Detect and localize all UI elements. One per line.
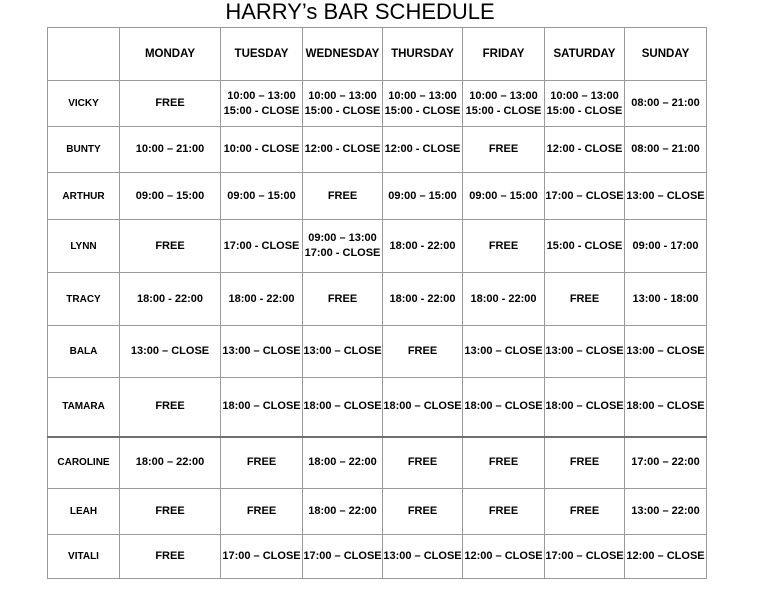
employee-name: ARTHUR bbox=[48, 173, 120, 220]
page-title: HARRY’s BAR SCHEDULE bbox=[225, 0, 495, 24]
shift-text: 09:00 – 13:00 bbox=[308, 232, 377, 244]
shift-cell bbox=[625, 273, 707, 326]
shift-cell bbox=[383, 437, 463, 489]
shift-text: FREE bbox=[407, 456, 438, 469]
shift-text: 10:00 – 13:00 bbox=[388, 89, 457, 102]
shift-text: 12:00 – CLOSE bbox=[464, 550, 543, 562]
shift-text: 18:00 – CLOSE bbox=[545, 400, 624, 413]
shift-text: 17:00 – CLOSE bbox=[303, 550, 382, 562]
shift-text: FREE bbox=[407, 345, 438, 357]
shift-cell bbox=[120, 535, 221, 579]
shift-cell bbox=[303, 127, 383, 173]
shift-cell bbox=[625, 173, 707, 220]
shift-cell bbox=[221, 81, 303, 127]
shift-cell bbox=[120, 489, 221, 535]
shift-text: 17:00 – CLOSE bbox=[545, 550, 624, 562]
shift-cell bbox=[545, 489, 625, 535]
employee-name: TAMARA bbox=[48, 378, 120, 437]
day-header-tuesday: TUESDAY bbox=[221, 28, 303, 81]
table-row bbox=[48, 220, 707, 273]
shift-cell bbox=[303, 437, 383, 489]
shift-cell bbox=[303, 81, 383, 127]
shift-text: 18:00 - 22:00 bbox=[389, 292, 456, 305]
shift-text: 18:00 - 22:00 bbox=[389, 239, 456, 252]
day-header-monday: MONDAY bbox=[120, 28, 221, 81]
shift-cell bbox=[120, 437, 221, 489]
shift-text: FREE bbox=[327, 189, 358, 202]
shift-text: 12:00 – CLOSE bbox=[626, 550, 705, 562]
shift-text: 13:00 – CLOSE bbox=[222, 345, 301, 357]
table-row bbox=[48, 127, 707, 173]
shift-text: 13:00 – CLOSE bbox=[303, 345, 382, 357]
shift-cell bbox=[625, 81, 707, 127]
shift-text: 10:00 – 13:00 bbox=[550, 89, 619, 102]
shift-cell bbox=[625, 378, 707, 437]
employee-name: VITALI bbox=[48, 535, 120, 579]
shift-cell bbox=[383, 378, 463, 437]
shift-cell bbox=[383, 81, 463, 127]
shift-text: FREE bbox=[155, 550, 185, 562]
shift-cell bbox=[303, 173, 383, 220]
shift-cell bbox=[545, 173, 625, 220]
shift-cell bbox=[383, 326, 463, 378]
shift-text: 12:00 - CLOSE bbox=[546, 143, 623, 155]
shift-text: 18:00 - 22:00 bbox=[470, 292, 537, 305]
shift-cell bbox=[545, 437, 625, 489]
shift-text: FREE bbox=[569, 456, 600, 469]
shift-cell bbox=[120, 81, 221, 127]
shift-text: 10:00 – 13:00 bbox=[469, 89, 538, 102]
employee-name: VICKY bbox=[48, 81, 120, 127]
shift-text: 18:00 – 22:00 bbox=[308, 505, 377, 517]
employee-name: CAROLINE bbox=[48, 437, 120, 489]
day-header-friday: FRIDAY bbox=[463, 28, 545, 81]
shift-text: FREE bbox=[407, 505, 438, 517]
shift-cell bbox=[120, 326, 221, 378]
table-row bbox=[48, 437, 707, 489]
shift-cell bbox=[463, 81, 545, 127]
shift-cell bbox=[383, 489, 463, 535]
shift-cell bbox=[303, 220, 383, 273]
shift-text: 10:00 – 13:00 bbox=[308, 89, 377, 102]
shift-cell bbox=[463, 437, 545, 489]
shift-text: 18:00 – 22:00 bbox=[308, 456, 377, 469]
shift-text: 15:00 - CLOSE bbox=[384, 104, 461, 117]
table-row bbox=[48, 489, 707, 535]
shift-cell bbox=[545, 127, 625, 173]
shift-cell bbox=[545, 81, 625, 127]
shift-cell bbox=[383, 273, 463, 326]
shift-cell bbox=[383, 535, 463, 579]
shift-cell bbox=[625, 127, 707, 173]
shift-text: 12:00 - CLOSE bbox=[384, 143, 461, 155]
shift-text: 13:00 – CLOSE bbox=[383, 550, 462, 562]
shift-text: 09:00 – 15:00 bbox=[469, 189, 538, 202]
shift-text: 09:00 - 17:00 bbox=[632, 239, 699, 252]
shift-text: FREE bbox=[488, 143, 519, 155]
shift-cell bbox=[545, 535, 625, 579]
shift-cell bbox=[463, 378, 545, 437]
shift-cell bbox=[463, 173, 545, 220]
day-header-saturday: SATURDAY bbox=[545, 28, 625, 81]
shift-cell bbox=[221, 173, 303, 220]
shift-text: 08:00 – 21:00 bbox=[631, 97, 700, 109]
table-row bbox=[48, 81, 707, 127]
shift-cell bbox=[545, 273, 625, 326]
employee-name: LYNN bbox=[48, 220, 120, 273]
shift-text: 09:00 – 15:00 bbox=[227, 189, 296, 202]
shift-cell bbox=[625, 535, 707, 579]
shift-cell bbox=[383, 220, 463, 273]
shift-text: FREE bbox=[155, 97, 185, 109]
shift-text: 09:00 – 15:00 bbox=[135, 189, 205, 202]
shift-text: 18:00 - 22:00 bbox=[136, 292, 204, 305]
day-header-sunday: SUNDAY bbox=[625, 28, 707, 81]
shift-text: 17:00 - CLOSE bbox=[223, 239, 300, 252]
header-row bbox=[48, 28, 707, 81]
shift-cell bbox=[221, 127, 303, 173]
shift-cell bbox=[463, 273, 545, 326]
shift-cell bbox=[303, 273, 383, 326]
shift-text: 15:00 - CLOSE bbox=[223, 104, 300, 117]
table-row bbox=[48, 326, 707, 378]
shift-text: 15:00 - CLOSE bbox=[465, 104, 542, 117]
shift-text: 18:00 – CLOSE bbox=[626, 400, 705, 413]
table-row bbox=[48, 535, 707, 579]
employee-name: LEAH bbox=[48, 489, 120, 535]
shift-text: 10:00 - CLOSE bbox=[223, 143, 300, 155]
shift-cell bbox=[303, 489, 383, 535]
table-row bbox=[48, 173, 707, 220]
table-row bbox=[48, 378, 707, 437]
table-row bbox=[48, 273, 707, 326]
shift-text: 18:00 – 22:00 bbox=[135, 456, 205, 469]
shift-cell bbox=[221, 220, 303, 273]
employee-name: BALA bbox=[48, 326, 120, 378]
shift-text: FREE bbox=[488, 239, 519, 252]
shift-cell bbox=[303, 535, 383, 579]
shift-cell bbox=[303, 378, 383, 437]
shift-text: 18:00 – CLOSE bbox=[383, 400, 462, 413]
shift-cell bbox=[120, 378, 221, 437]
shift-text: 15:00 - CLOSE bbox=[546, 104, 623, 117]
shift-text: 13:00 – CLOSE bbox=[130, 345, 210, 357]
shift-text: 09:00 – 15:00 bbox=[388, 189, 457, 202]
shift-text: 17:00 – 22:00 bbox=[631, 456, 700, 469]
shift-cell bbox=[625, 489, 707, 535]
shift-text: FREE bbox=[569, 505, 600, 517]
shift-cell bbox=[221, 489, 303, 535]
shift-cell bbox=[463, 127, 545, 173]
shift-text: 13:00 – CLOSE bbox=[626, 189, 705, 202]
shift-text: FREE bbox=[246, 456, 277, 469]
shift-text: 17:00 - CLOSE bbox=[304, 247, 381, 259]
shift-cell bbox=[545, 326, 625, 378]
shift-cell bbox=[625, 437, 707, 489]
shift-text: 17:00 – CLOSE bbox=[222, 550, 301, 562]
shift-text: FREE bbox=[246, 505, 277, 517]
shift-cell bbox=[221, 273, 303, 326]
shift-text: FREE bbox=[488, 505, 519, 517]
shift-text: FREE bbox=[488, 456, 519, 469]
shift-cell bbox=[383, 173, 463, 220]
shift-cell bbox=[221, 437, 303, 489]
day-header-wednesday: WEDNESDAY bbox=[303, 28, 383, 81]
day-header-thursday: THURSDAY bbox=[383, 28, 463, 81]
shift-text: FREE bbox=[155, 505, 185, 517]
shift-cell bbox=[120, 127, 221, 173]
corner-cell bbox=[48, 28, 120, 81]
shift-cell bbox=[120, 273, 221, 326]
shift-text: 10:00 – 21:00 bbox=[135, 143, 205, 155]
employee-name: TRACY bbox=[48, 273, 120, 326]
shift-cell bbox=[463, 535, 545, 579]
shift-cell bbox=[221, 326, 303, 378]
shift-text: 15:00 - CLOSE bbox=[304, 104, 381, 117]
shift-cell bbox=[221, 378, 303, 437]
shift-text: FREE bbox=[569, 292, 600, 305]
shift-cell bbox=[303, 326, 383, 378]
shift-text: 15:00 - CLOSE bbox=[546, 239, 623, 252]
shift-text: 12:00 - CLOSE bbox=[304, 143, 381, 155]
shift-text: 13:00 – CLOSE bbox=[464, 345, 543, 357]
shift-text: 18:00 - 22:00 bbox=[228, 292, 295, 305]
shift-text: 08:00 – 21:00 bbox=[631, 143, 700, 155]
shift-text: 13:00 – 22:00 bbox=[631, 505, 700, 517]
shift-cell bbox=[545, 378, 625, 437]
shift-text: 18:00 – CLOSE bbox=[303, 400, 382, 413]
shift-text: FREE bbox=[155, 400, 185, 413]
shift-text: 10:00 – 13:00 bbox=[227, 89, 296, 102]
shift-text: 18:00 – CLOSE bbox=[222, 400, 301, 413]
shift-text: FREE bbox=[327, 292, 358, 305]
shift-cell bbox=[463, 326, 545, 378]
shift-cell bbox=[625, 220, 707, 273]
shift-text: FREE bbox=[155, 239, 185, 252]
shift-cell bbox=[120, 173, 221, 220]
employee-name: BUNTY bbox=[48, 127, 120, 173]
shift-cell bbox=[625, 326, 707, 378]
shift-text: 13:00 – CLOSE bbox=[545, 345, 624, 357]
shift-cell bbox=[383, 127, 463, 173]
shift-cell bbox=[221, 535, 303, 579]
shift-text: 13:00 - 18:00 bbox=[632, 292, 699, 305]
shift-text: 18:00 – CLOSE bbox=[464, 400, 543, 413]
shift-cell bbox=[120, 220, 221, 273]
shift-text: 13:00 – CLOSE bbox=[626, 345, 705, 357]
schedule-table bbox=[47, 27, 707, 579]
shift-cell bbox=[463, 489, 545, 535]
shift-cell bbox=[545, 220, 625, 273]
shift-cell bbox=[463, 220, 545, 273]
shift-text: 17:00 – CLOSE bbox=[545, 189, 624, 202]
